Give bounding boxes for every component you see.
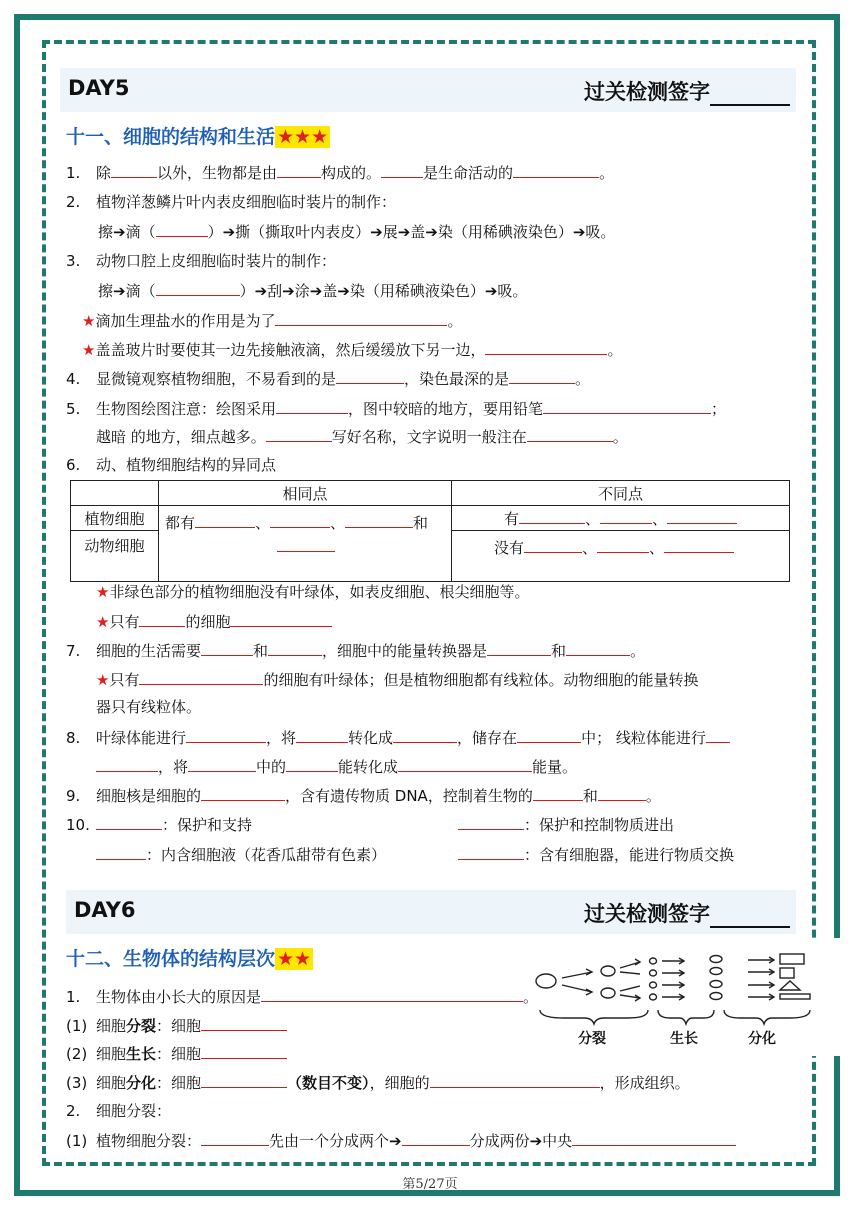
m1c-bold: 分化 xyxy=(126,1074,157,1092)
m2a-blank-1[interactable] xyxy=(201,1130,269,1146)
q1-blank-3[interactable] xyxy=(381,162,423,178)
q3-note-2 xyxy=(82,339,622,360)
q5-blank-4[interactable] xyxy=(527,426,613,442)
q8-blank-4[interactable] xyxy=(517,727,581,743)
q8-cont-a: ，将 xyxy=(158,758,189,776)
q5-text-b: ，图中较暗的地方，要用铅笔 xyxy=(348,400,544,418)
q7-blank-2[interactable] xyxy=(268,640,322,656)
m2a-text: 植物细胞分裂： xyxy=(96,1132,202,1150)
m2a-text-c: 分成两份➔中央 xyxy=(469,1132,573,1150)
table-header-same: 相同点 xyxy=(159,481,452,506)
day6-sign-line[interactable] xyxy=(710,904,790,928)
q2-steps-a: 擦➔滴（ xyxy=(98,223,156,241)
q1 xyxy=(66,162,614,183)
m2a-number: (1) xyxy=(66,1132,88,1150)
m2a xyxy=(66,1130,736,1151)
table-sep: 、 xyxy=(582,539,598,557)
table-header-row xyxy=(71,481,790,506)
m2-number: 2. xyxy=(66,1102,81,1120)
section-11-title xyxy=(66,122,330,149)
q1-text-a: 除 xyxy=(96,164,112,182)
table-animal-blank-2[interactable] xyxy=(597,537,649,553)
q8-cont-b: 中的 xyxy=(256,758,287,776)
q1-text-e: 。 xyxy=(599,164,615,182)
note-2-blank-2[interactable] xyxy=(230,611,332,627)
m2a-blank-2[interactable] xyxy=(402,1130,470,1146)
q7-note-blank[interactable] xyxy=(139,669,263,685)
q7-note-cont xyxy=(96,697,201,717)
q9-text-a: 细胞核是细胞的 xyxy=(96,787,202,805)
table-same-blank-1[interactable] xyxy=(195,512,255,528)
q1-text-c: 构成的。 xyxy=(321,164,382,182)
m1b xyxy=(66,1043,287,1064)
table-sep: 、 xyxy=(330,514,346,532)
q5-number: 5. xyxy=(66,400,81,418)
compare-table xyxy=(70,480,790,582)
note-2-blank-1[interactable] xyxy=(139,611,185,627)
q4-text-c: 。 xyxy=(575,370,591,388)
table-corner xyxy=(71,481,159,506)
q7-text-a: 细胞的生活需要 xyxy=(96,642,202,660)
day5-title: DAY5 xyxy=(68,76,130,100)
m1c-text-b: ：细胞 xyxy=(156,1074,202,1092)
q10 xyxy=(66,814,252,835)
q6-number: 6. xyxy=(66,456,81,474)
section-11-label: 十一、细胞的结构和生活 xyxy=(66,126,276,148)
day6-title: DAY6 xyxy=(74,898,136,922)
q5-cont xyxy=(96,426,628,447)
q8-blank-8[interactable] xyxy=(286,756,338,772)
q3-steps-a: 擦➔滴（ xyxy=(98,282,156,300)
section-12-stars: ★★ xyxy=(277,948,312,970)
q5-blank-1[interactable] xyxy=(276,398,348,414)
m1b-blank[interactable] xyxy=(201,1043,287,1059)
q6-text: 动、植物细胞结构的异同点 xyxy=(96,456,277,474)
table-plant-blank-1[interactable] xyxy=(519,508,585,524)
q5-blank-2[interactable] xyxy=(543,398,711,414)
m1c-text: 细胞 xyxy=(96,1074,127,1092)
m2 xyxy=(66,1101,171,1121)
cell-division-diagram xyxy=(528,938,842,1056)
q10-blank-4[interactable] xyxy=(458,844,524,860)
m1a-bold: 分裂 xyxy=(126,1017,157,1035)
q7-note-a: 只有 xyxy=(109,671,140,689)
q8-cont-c: 能转化成 xyxy=(338,758,399,776)
table-plant-diff xyxy=(452,506,790,531)
q10-blank-3[interactable] xyxy=(96,844,146,860)
q8-text-b: ，将 xyxy=(266,729,297,747)
note-1-text: 非绿色部分的植物细胞没有叶绿体，如表皮细胞、根尖细胞等。 xyxy=(109,583,530,601)
table-sep: 、 xyxy=(652,509,668,528)
q8-blank-9[interactable] xyxy=(398,756,532,772)
q4-number: 4. xyxy=(66,370,81,388)
table-plant-label: 植物细胞 xyxy=(71,506,159,531)
table-same-has: 都有 xyxy=(165,514,196,532)
q1-text-b: 以外，生物都是由 xyxy=(157,164,278,182)
m1a-blank[interactable] xyxy=(201,1015,287,1031)
q8-text-a: 叶绿体能进行 xyxy=(96,729,187,747)
q5 xyxy=(66,398,726,419)
m2a-text-b: 先由一个分成两个➔ xyxy=(269,1132,402,1150)
m1b-text-b: ：细胞 xyxy=(156,1045,202,1063)
day5-sign-line[interactable] xyxy=(710,82,790,106)
q9-blank-1[interactable] xyxy=(201,785,285,801)
q7-blank-1[interactable] xyxy=(201,640,253,656)
q8-blank-2[interactable] xyxy=(296,727,348,743)
m1c-note: （数目不变） xyxy=(287,1074,370,1092)
m1a-number: (1) xyxy=(66,1017,88,1035)
q7-text-e: 。 xyxy=(630,642,646,660)
q3-text: 动物口腔上皮细胞临时装片的制作： xyxy=(96,252,337,270)
diagram-label-grow: 生长 xyxy=(670,1031,698,1047)
q4 xyxy=(66,368,590,389)
table-row-plant xyxy=(71,506,790,531)
q6 xyxy=(66,455,276,475)
star-icon: ★ xyxy=(96,671,110,689)
q10-cont-b: ：含有细胞器，能进行物质交换 xyxy=(524,846,735,864)
m1c-blank-2[interactable] xyxy=(430,1072,600,1088)
table-same-row xyxy=(165,512,445,534)
table-same-blank-2[interactable] xyxy=(270,512,330,528)
star-icon: ★ xyxy=(82,312,96,330)
q3-steps xyxy=(98,280,527,301)
q3-number: 3. xyxy=(66,252,81,270)
q3 xyxy=(66,251,336,271)
table-plant-blank-2[interactable] xyxy=(600,508,652,524)
q10-cont xyxy=(96,844,386,865)
q7-note-cont-text: 器只有线粒体。 xyxy=(96,698,202,716)
q8-number: 8. xyxy=(66,729,81,747)
q8-blank-3[interactable] xyxy=(393,727,457,743)
q9 xyxy=(66,785,661,806)
section-12-title xyxy=(66,944,313,971)
day5-sign-label: 过关检测签字 xyxy=(584,80,710,104)
q10-blank-2[interactable] xyxy=(458,814,524,830)
q2-text: 植物洋葱鳞片叶内表皮细胞临时装片的制作： xyxy=(96,193,397,211)
q9-blank-3[interactable] xyxy=(598,785,646,801)
q10-blank-1[interactable] xyxy=(96,814,162,830)
table-same-blank-3[interactable] xyxy=(345,512,413,528)
star-icon: ★ xyxy=(96,613,110,631)
q3-note-1-text: 滴加生理盐水的作用是为了 xyxy=(95,312,276,330)
q7-blank-3[interactable] xyxy=(487,640,551,656)
day6-sign xyxy=(584,898,790,928)
q8-text-e: 中； 线粒体能进行 xyxy=(581,729,706,747)
q9-blank-2[interactable] xyxy=(533,785,583,801)
q10-number: 10. xyxy=(66,816,90,834)
q7-text-b: 和 xyxy=(253,642,269,660)
table-plant-has: 有 xyxy=(504,509,520,528)
q8-cont-d: 能量。 xyxy=(532,758,578,776)
q3-note-1-blank[interactable] xyxy=(275,310,447,326)
q9-text-d: 。 xyxy=(645,787,661,805)
q2-steps-b: ）➔撕（撕取叶内表皮）➔展➔盖➔染（用稀碘液染色）➔吸。 xyxy=(207,223,616,241)
q4-text-a: 显微镜观察植物细胞，不易看到的是 xyxy=(96,370,337,388)
note-1 xyxy=(96,582,529,602)
table-sep: 、 xyxy=(585,509,601,528)
q3-note-2-text: 盖盖玻片时要使其一边先接触液滴，然后缓缓放下另一边， xyxy=(95,341,486,359)
table-animal-diff xyxy=(452,531,790,582)
q8 xyxy=(66,727,730,748)
m1a-text: 细胞 xyxy=(96,1017,127,1035)
diagram-label-differentiate: 分化 xyxy=(748,1031,776,1047)
diagram-label-divide: 分裂 xyxy=(578,1031,606,1047)
table-sep: 、 xyxy=(255,514,271,532)
q7-number: 7. xyxy=(66,642,81,660)
q2 xyxy=(66,192,396,212)
m1c-blank-1[interactable] xyxy=(201,1072,287,1088)
m1-text: 生物体由小长大的原因是 xyxy=(96,988,262,1006)
q4-blank-2[interactable] xyxy=(509,368,575,384)
day5-sign xyxy=(584,76,790,106)
m1c-text-e: ，形成组织。 xyxy=(599,1074,690,1092)
m1c xyxy=(66,1072,690,1093)
table-animal-blank-3[interactable] xyxy=(664,537,734,553)
m2a-blank-3[interactable] xyxy=(572,1130,736,1146)
table-animal-blank-1[interactable] xyxy=(524,537,582,553)
table-sep: 、 xyxy=(649,539,665,557)
q8-text-d: ，储存在 xyxy=(457,729,518,747)
q1-number: 1. xyxy=(66,164,81,182)
q7-text-c: ，细胞中的能量转换器是 xyxy=(322,642,488,660)
m1c-text-d: ，细胞的 xyxy=(369,1074,430,1092)
m1-number: 1. xyxy=(66,988,81,1006)
q1-blank-2[interactable] xyxy=(277,162,321,178)
m1a-text-b: ：细胞 xyxy=(156,1017,202,1035)
section-12-label: 十二、生物体的结构层次 xyxy=(66,948,276,970)
day5-header xyxy=(60,68,796,112)
q8-blank-7[interactable] xyxy=(188,756,256,772)
q5-cont-c: 。 xyxy=(612,428,628,446)
m1-blank[interactable] xyxy=(261,986,523,1002)
q3-note-1 xyxy=(82,310,462,331)
table-animal-label: 动物细胞 xyxy=(71,531,159,582)
table-plant-blank-3[interactable] xyxy=(667,508,737,524)
q7-text-d: 和 xyxy=(551,642,567,660)
star-icon: ★ xyxy=(82,341,96,359)
q2-number: 2. xyxy=(66,193,81,211)
note-2-text-b: 的细胞 xyxy=(185,613,231,631)
q9-number: 9. xyxy=(66,787,81,805)
q10-text-b: ：保护和控制物质进出 xyxy=(524,816,675,834)
section-11-stars: ★★★ xyxy=(277,126,329,148)
m1c-number: (3) xyxy=(66,1074,88,1092)
q10-right xyxy=(458,814,674,835)
q8-text-c: 转化成 xyxy=(348,729,394,747)
q1-blank-4[interactable] xyxy=(513,162,599,178)
m2-text: 细胞分裂： xyxy=(96,1102,172,1120)
q5-text-a: 生物图绘图注意：绘图采用 xyxy=(96,400,277,418)
q3-note-1-end: 。 xyxy=(447,312,463,330)
day6-sign-label: 过关检测签字 xyxy=(584,902,710,926)
star-icon: ★ xyxy=(96,583,110,601)
m1-end: 。 xyxy=(523,988,539,1006)
note-2-text-a: 只有 xyxy=(109,613,140,631)
q3-steps-b: ）➔刮➔涂➔盖➔染（用稀碘液染色）➔吸。 xyxy=(239,282,528,300)
q8-blank-6[interactable] xyxy=(96,756,158,772)
q5-cont-a: 越暗 的地方，细点越多。 xyxy=(96,428,266,446)
q9-text-c: 和 xyxy=(582,787,598,805)
q9-text-b: ，含有遗传物质 DNA，控制着生物的 xyxy=(285,787,533,805)
m1a xyxy=(66,1015,287,1036)
note-2 xyxy=(96,611,332,632)
q5-cont-b: 写好名称，文字说明一般注在 xyxy=(331,428,527,446)
m1b-number: (2) xyxy=(66,1045,88,1063)
q8-cont xyxy=(96,756,577,777)
q5-text-c: ； xyxy=(711,400,727,418)
q1-text-d: 是生命活动的 xyxy=(423,164,514,182)
table-same-row-2 xyxy=(165,534,445,560)
q4-blank-1[interactable] xyxy=(336,368,404,384)
m1 xyxy=(66,986,538,1007)
q7-note-b: 的细胞有叶绿体；但是植物细胞都有线粒体。动物细胞的能量转换 xyxy=(263,671,699,689)
table-same-blank-4[interactable] xyxy=(277,536,335,552)
table-same-cell xyxy=(159,506,452,582)
q8-blank-1[interactable] xyxy=(186,727,266,743)
table-animal-nothas: 没有 xyxy=(494,539,525,557)
q5-blank-3[interactable] xyxy=(266,426,332,442)
q7-note xyxy=(96,669,698,690)
q2-blank[interactable] xyxy=(156,221,208,237)
m1b-bold: 生长 xyxy=(126,1045,157,1063)
table-header-diff: 不同点 xyxy=(452,481,790,506)
q1-blank-1[interactable] xyxy=(111,162,157,178)
day6-header xyxy=(66,890,796,934)
q3-blank[interactable] xyxy=(156,280,240,296)
page-number: 第5/27页 xyxy=(402,1177,458,1192)
q7 xyxy=(66,640,645,661)
q3-note-2-end: 。 xyxy=(607,341,623,359)
q10-cont-right xyxy=(458,844,734,865)
q7-blank-4[interactable] xyxy=(566,640,630,656)
q3-note-2-blank[interactable] xyxy=(485,339,607,355)
q2-steps xyxy=(98,221,615,242)
q4-text-b: ，染色最深的是 xyxy=(404,370,510,388)
q8-blank-5[interactable] xyxy=(706,727,730,743)
q10-cont-a: ：内含细胞液（花香瓜甜带有色素） xyxy=(146,846,387,864)
table-and: 和 xyxy=(413,514,429,532)
q10-text-a: ：保护和支持 xyxy=(162,816,253,834)
m1b-text: 细胞 xyxy=(96,1045,127,1063)
